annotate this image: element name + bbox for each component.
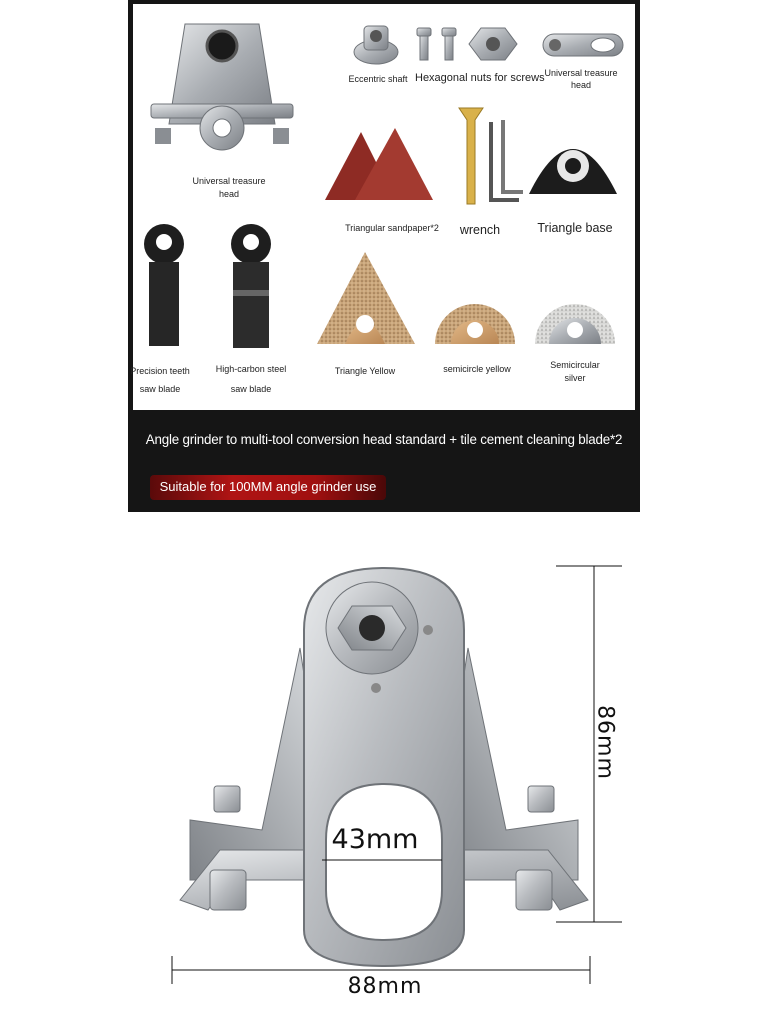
label-carbon-2: saw blade	[230, 384, 272, 394]
label-semicircle-yellow: semicircle yellow	[443, 364, 511, 374]
hex-nuts-image	[417, 28, 517, 60]
eccentric-shaft-image	[354, 26, 398, 64]
label-universal-head-small-2: head	[570, 80, 592, 90]
label-universal-head-main-1: Universal treasure	[192, 176, 266, 186]
semicircle-yellow-image	[435, 304, 515, 344]
label-universal-head-small-1: Universal treasure	[544, 68, 618, 78]
label-precision-2: saw blade	[139, 384, 181, 394]
triangle-base-image	[529, 149, 617, 194]
contents-panel	[130, 4, 635, 410]
dimension-drawing	[0, 520, 768, 1020]
wrench-image	[459, 108, 523, 204]
sandpaper-image	[325, 128, 433, 200]
label-triangle-base: Triangle base	[537, 221, 613, 235]
banner-text: Angle grinder to multi-tool conversion head standard + tile cement cleaning blade*2	[145, 432, 623, 447]
universal-head-small-image	[543, 34, 623, 56]
carbon-blade-image	[231, 224, 271, 348]
label-hex-nuts: Hexagonal nuts for screws	[415, 72, 545, 84]
universal-head-main-image	[151, 24, 293, 150]
dimension-height-label: 86mm	[592, 705, 618, 780]
dimension-width-label: 88mm	[347, 974, 423, 999]
label-semicircular-silver-1: Semicircular	[550, 360, 600, 370]
semicircular-silver-image	[535, 304, 615, 344]
label-carbon-1: High-carbon steel	[215, 364, 287, 374]
conversion-head-image	[180, 568, 588, 966]
precision-blade-image	[144, 224, 184, 346]
label-precision-1: Precision teeth	[130, 366, 190, 376]
label-wrench: wrench	[459, 223, 501, 237]
compat-pill-text: Suitable for 100MM angle grinder use	[159, 479, 377, 494]
label-triangle-yellow: Triangle Yellow	[334, 366, 396, 376]
dimension-inner-label: 43mm	[331, 824, 419, 855]
triangle-yellow-image	[317, 252, 415, 344]
label-universal-head-main-2: head	[218, 189, 240, 199]
label-eccentric-shaft: Eccentric shaft	[348, 74, 408, 84]
label-sandpaper: Triangular sandpaper*2	[345, 223, 439, 233]
label-semicircular-silver-2: silver	[564, 373, 586, 383]
contents-illustration	[133, 4, 635, 410]
